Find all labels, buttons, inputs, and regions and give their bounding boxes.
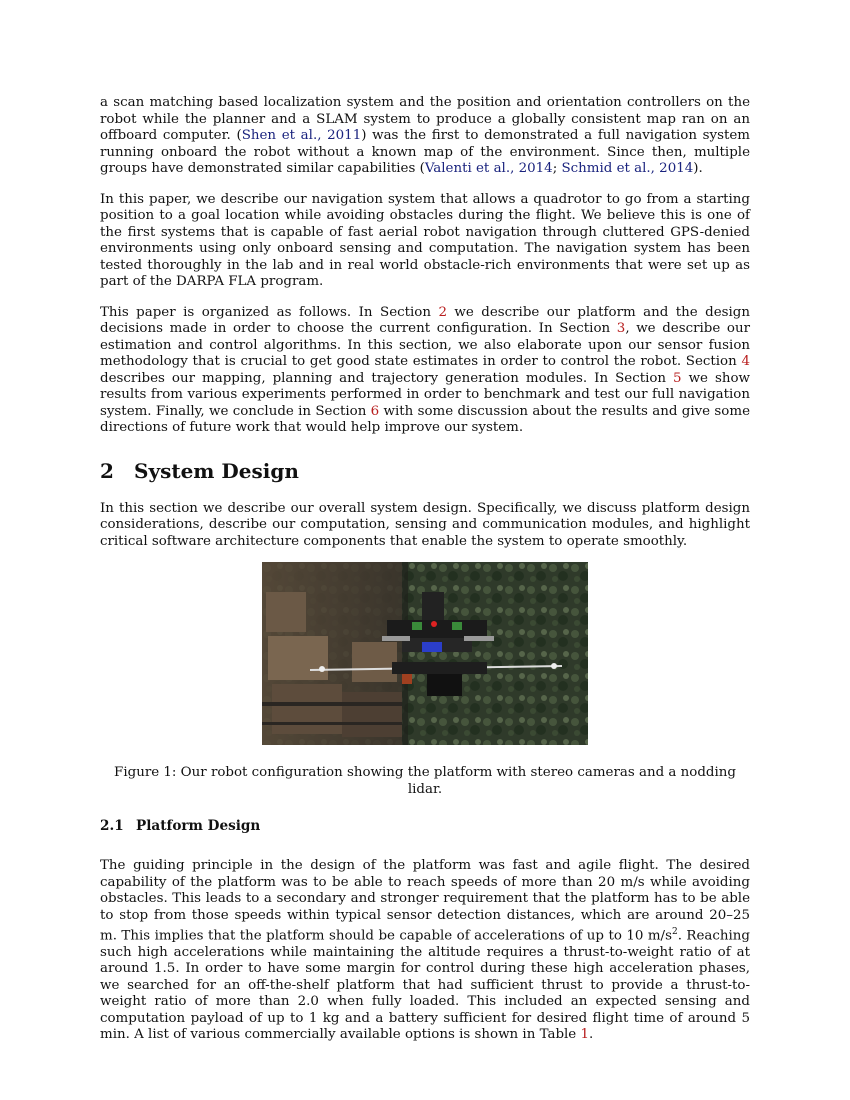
section-number: 2 (100, 458, 114, 483)
citation-shen[interactable]: Shen et al., 2011 (241, 128, 362, 143)
section-ref-2[interactable]: 2 (438, 304, 447, 320)
section-intro: In this section we describe our overall system design. Specifically, we discuss platform design considerations, describe our computation, sensing and communication modules, and highlight critical software architecture components that enable the system to operate smoothly. (100, 500, 750, 549)
section-ref-3[interactable]: 3 (616, 321, 626, 336)
text: ; (552, 161, 562, 176)
paragraph-related-work (100, 95, 750, 178)
text: , we describe our estimation and control algorithms. In this section, we also elaborate upon our sensor fusion methodology that is crucial to get good state estimates in order to control the robot. Section (100, 321, 750, 369)
section-ref-4[interactable]: 4 (741, 354, 750, 369)
robot-photo (262, 562, 588, 745)
paragraph-contribution: In this paper, we describe our navigation system that allows a quadrotor to go from a starting position to a goal location while avoiding obstacles during the flight. We believe this is one of the first systems that is capable of fast aerial robot navigation through cluttered GPS-denied environments using only onboard sensing and computation. The navigation system has been tested thoroughly in the lab and in real world obstacle-rich environments that were set up as part of the DARPA FLA program. (100, 191, 750, 289)
text: The guiding principle in the design of the platform was fast and agile flight. The desired capability of the platform was to be able to reach speeds of more than 20 m/s while avoiding obstacles. This leads to a secondary and stronger requirement that the platform has to be able to stop from those speeds within typical sensor detection distances, which are around 20–25 m. This implies that the platform should be capable of accelerations of up to 10 m/s (100, 858, 750, 944)
citation-schmid[interactable]: Schmid et al., 2014 (561, 161, 694, 176)
figure-caption: Figure 1: Our robot configuration showing the platform with stereo cameras and a nodding lidar. (114, 765, 736, 797)
text: with some discussion about the results and give some directions of future work that would help improve our system. (100, 403, 750, 435)
text: This paper is organized as follows. In Section (100, 304, 439, 320)
subsection-number: 2.1 (100, 818, 124, 834)
section-heading (100, 459, 750, 483)
section-ref-6[interactable]: 6 (370, 403, 380, 419)
page-body (100, 95, 750, 1044)
paragraph-platform-design (100, 858, 750, 1044)
text: describes our mapping, planning and trajectory generation modules. In Section (100, 370, 674, 386)
table-ref-1[interactable]: 1 (580, 1027, 590, 1043)
text: ) was the first to demonstrated a full navigation system running onboard the robot without a known map of the environment. Since then, multiple groups have demonstrated similar capabilities ( (100, 128, 750, 176)
text: . Reaching such high accelerations while maintaining the altitude requires a thrust-to-weight ratio of at around 1.5. In order to have some margin for control during these high acceleration phases, we searched for an off-the-shelf platform that had sufficient thrust to provide a thrust-to-weight ratio of more than 2.0 when fully loaded. This included an expected sensing and computation payload of up to 1 kg and a battery sufficient for desired flight time of around 5 min. A list of various commercially available options is shown in Table (100, 928, 750, 1043)
superscript: 2 (671, 927, 678, 937)
subsection-title: Platform Design (136, 818, 261, 834)
text: we show results from various experiments performed in order to benchmark and test our full navigation system. Finally, we conclude in Section (100, 370, 750, 419)
subsection-heading (100, 818, 750, 834)
text: a scan matching based localization system and the position and orientation controllers on the robot while the planner and a SLAM system to produce a globally consistent map ran on an offboard computer. ( (100, 95, 750, 143)
text: ). (693, 161, 703, 176)
text: . (589, 1027, 594, 1043)
text: we describe our platform and the design decisions made in order to choose the current configuration. In Section (100, 304, 750, 336)
figure-robot-photo (262, 562, 588, 745)
section-title: System Design (134, 458, 299, 483)
section-ref-5[interactable]: 5 (673, 370, 682, 386)
paragraph-organization (100, 305, 750, 437)
citation-valenti[interactable]: Valenti et al., 2014 (424, 161, 553, 176)
